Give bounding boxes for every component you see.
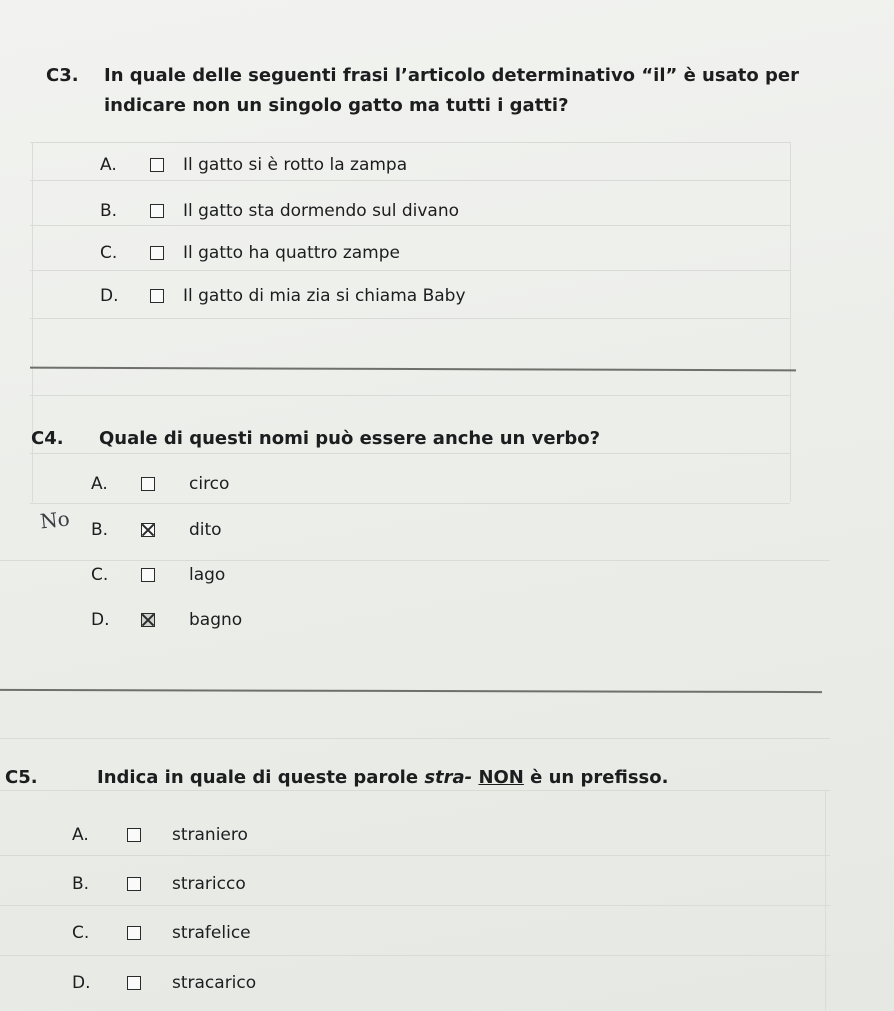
option-letter: C. [72, 923, 90, 943]
question-number: C5. [5, 767, 38, 788]
option-text: straniero [172, 825, 248, 845]
checkbox[interactable] [127, 877, 141, 891]
checkbox-checked[interactable] [141, 523, 155, 537]
checkbox[interactable] [127, 976, 141, 990]
option-letter: B. [91, 520, 109, 540]
option-text: dito [189, 520, 222, 540]
question-text-part: Indica in quale di queste parole [97, 767, 425, 788]
c4-option-b[interactable] [91, 519, 222, 541]
c3-option-c[interactable] [100, 242, 400, 264]
c5-option-b[interactable] [72, 873, 246, 895]
option-text: Il gatto ha quattro zampe [183, 243, 400, 263]
prefix-italic: stra- [424, 767, 473, 788]
question-text-line-1: In quale delle seguenti frasi l’articolo determinativo “il” è usato per [104, 65, 799, 86]
checkbox[interactable] [150, 204, 164, 218]
question-text-part: è un prefisso. [523, 767, 669, 788]
section-divider [30, 367, 796, 371]
c3-option-a[interactable] [100, 154, 407, 176]
option-text: Il gatto si è rotto la zampa [183, 155, 408, 175]
question-text-line-2: indicare non un singolo gatto ma tutti i gatti? [104, 95, 569, 116]
question-text [97, 766, 668, 790]
checkbox[interactable] [150, 158, 164, 172]
option-text: straricco [172, 874, 246, 894]
option-text: circo [189, 474, 230, 494]
option-text: bagno [189, 610, 243, 630]
checkbox[interactable] [127, 828, 141, 842]
option-letter: B. [72, 874, 90, 894]
question-text: Quale di questi nomi può essere anche un verbo? [99, 428, 601, 449]
checkbox-checked[interactable] [141, 613, 155, 627]
option-letter: D. [72, 973, 91, 993]
checkbox[interactable] [150, 246, 164, 260]
c3-option-b[interactable] [100, 200, 459, 222]
c4-option-d[interactable] [91, 609, 242, 631]
c4-option-a[interactable] [91, 473, 229, 495]
checkbox[interactable] [150, 289, 164, 303]
option-text: stracarico [172, 973, 257, 993]
option-letter: D. [91, 610, 110, 630]
c5-option-a[interactable] [72, 824, 248, 846]
question-c4 [31, 427, 831, 453]
option-text: strafelice [172, 923, 251, 943]
option-letter: A. [100, 155, 117, 175]
checkbox[interactable] [127, 926, 141, 940]
section-divider [0, 689, 822, 693]
question-number: C3. [46, 65, 79, 86]
question-number: C4. [31, 428, 64, 449]
checkbox[interactable] [141, 568, 155, 582]
option-text: Il gatto di mia zia si chiama Baby [183, 286, 466, 306]
handwritten-mark: No [38, 506, 71, 534]
option-letter: A. [91, 474, 108, 494]
option-text: lago [189, 565, 226, 585]
option-text: Il gatto sta dormendo sul divano [183, 201, 460, 221]
c5-option-d[interactable] [72, 972, 256, 994]
c3-option-d[interactable] [100, 285, 466, 307]
question-c5 [5, 766, 865, 792]
negation-underlined: NON [478, 767, 524, 788]
c5-option-c[interactable] [72, 922, 251, 944]
option-letter: A. [72, 825, 89, 845]
question-c3 [46, 64, 846, 124]
option-letter: C. [91, 565, 109, 585]
option-letter: C. [100, 243, 118, 263]
option-letter: B. [100, 201, 118, 221]
checkbox[interactable] [141, 477, 155, 491]
option-letter: D. [100, 286, 119, 306]
c4-option-c[interactable] [91, 564, 225, 586]
